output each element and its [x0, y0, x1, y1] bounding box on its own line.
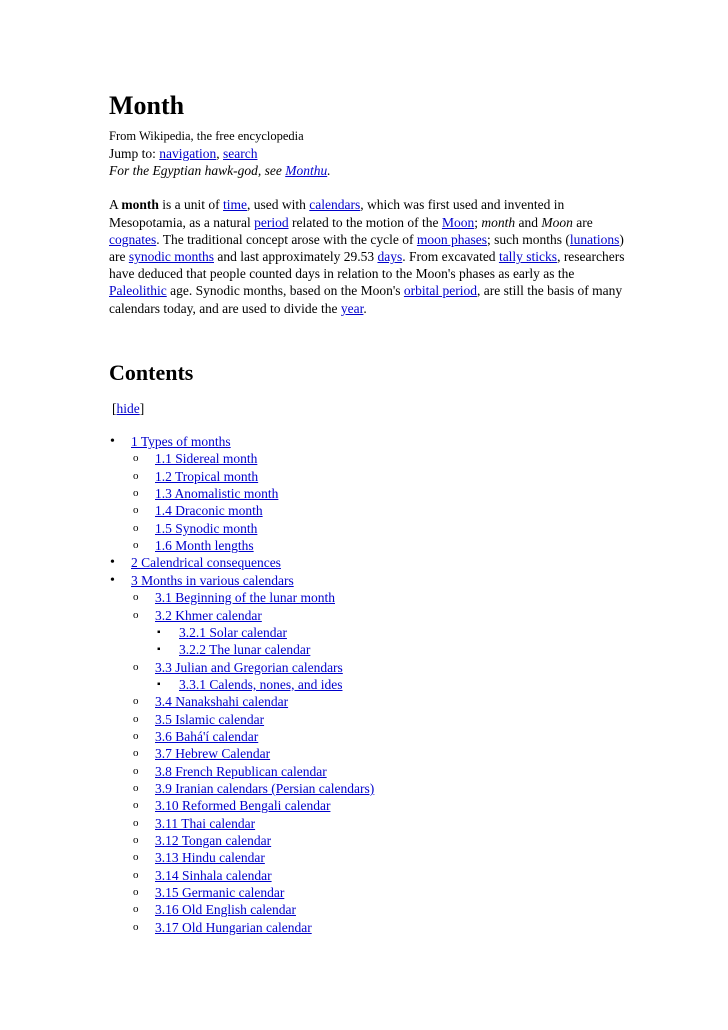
intro-text: , researchers have deduced that people counted days in relation to the Moon's phases as early as the	[109, 249, 625, 282]
intro-link[interactable]: Paleolithic	[109, 283, 167, 299]
intro-text: , which was first used and invented in Mesopotamia, as a natural	[109, 197, 565, 230]
toc-bullet-icon: •	[110, 572, 115, 588]
toc-link[interactable]: 3.7 Hebrew Calendar	[155, 746, 271, 762]
toc-link[interactable]: 3.14 Sinhala calendar	[155, 867, 272, 883]
intro-text: A	[109, 197, 122, 213]
jump-separator: ,	[216, 146, 224, 161]
toc-link[interactable]: 1.6 Month lengths	[155, 538, 254, 554]
toc-bullet-icon: •	[110, 555, 115, 571]
toc-bullet-icon: o	[133, 903, 139, 916]
toc-link[interactable]: 3.1 Beginning of the lunar month	[155, 590, 335, 606]
toc-link[interactable]: 3.10 Reformed Bengali calendar	[155, 798, 331, 814]
intro-link[interactable]: time	[223, 197, 248, 213]
intro-text: , are still the basis of many calendars today, and are used to divide the	[109, 283, 623, 316]
toc-link[interactable]: 3.4 Nanakshahi calendar	[155, 694, 289, 710]
intro-link[interactable]: tally sticks	[498, 249, 558, 265]
toc-link[interactable]: 3.2.2 The lunar calendar	[179, 642, 311, 658]
intro-link[interactable]: cognates	[109, 231, 157, 247]
intro-link[interactable]: orbital period	[403, 283, 478, 299]
toc-bullet-icon: o	[133, 504, 139, 517]
intro-text: . From excavated	[402, 249, 499, 265]
toc-link[interactable]: 3.3.1 Calends, nones, and ides	[179, 676, 343, 692]
intro-link[interactable]: synodic months	[128, 249, 214, 265]
intro-text: and last approximately 29.53	[214, 249, 378, 265]
toc-bullet-icon: •	[110, 434, 115, 449]
toc-bullet-icon: o	[133, 452, 139, 465]
toc-link[interactable]: 3.2 Khmer calendar	[155, 607, 262, 623]
toc-link[interactable]: 1 Types of months	[131, 434, 231, 449]
toc-link[interactable]: 3.6 Bahá'í calendar	[155, 728, 259, 744]
toc-link[interactable]: 3.5 Islamic calendar	[155, 711, 265, 727]
contents-title: Contents	[109, 360, 194, 385]
toc-bullet-icon: o	[133, 764, 139, 777]
hatnote-text: For the Egyptian hawk-god, see	[109, 163, 286, 179]
toc-toggle-close: ]	[139, 401, 145, 416]
toc-link[interactable]: 3.15 Germanic calendar	[155, 885, 285, 901]
intro-link[interactable]: Moon	[441, 214, 475, 230]
toc-bullet-icon: o	[133, 834, 139, 847]
hatnote-suffix: .	[327, 163, 331, 179]
toc-bullet-icon: o	[133, 695, 139, 708]
intro-bold-term: month	[121, 197, 159, 213]
toc-bullet-icon: o	[133, 591, 139, 604]
intro-link[interactable]: lunations	[569, 231, 620, 247]
intro-link[interactable]: calendars	[309, 197, 361, 213]
intro-text: is a unit of	[158, 197, 224, 213]
toc-bullet-icon: ▪	[157, 644, 161, 656]
intro-link[interactable]: moon phases	[416, 231, 488, 247]
toc-bullet-icon: o	[133, 868, 139, 881]
toc-link[interactable]: 3.17 Old Hungarian calendar	[155, 919, 312, 935]
intro-text: ;	[474, 214, 482, 230]
toc-link[interactable]: 3.8 French Republican calendar	[155, 763, 327, 779]
intro-text: . The traditional concept arose with the cycle of	[156, 231, 417, 247]
toc-link[interactable]: 1.5 Synodic month	[155, 520, 258, 536]
toc-bullet-icon: o	[133, 747, 139, 760]
toc-toggle	[112, 400, 144, 417]
toc-bullet-icon: ▪	[157, 626, 161, 638]
toc-link[interactable]: 3 Months in various calendars	[131, 572, 294, 588]
toc-link[interactable]: 3.3 Julian and Gregorian calendars	[155, 659, 343, 675]
intro-italic-term: month	[481, 214, 516, 230]
intro-paragraph	[109, 196, 629, 316]
toc-link[interactable]: 3.13 Hindu calendar	[155, 850, 265, 866]
intro-link[interactable]: days	[377, 249, 403, 265]
toc-bullet-icon: o	[133, 608, 139, 621]
toc-bullet-icon: o	[133, 487, 139, 500]
toc-bullet-icon: o	[133, 816, 139, 829]
hatnote	[109, 162, 629, 179]
toc-link[interactable]: 2 Calendrical consequences	[131, 555, 281, 571]
toc-link[interactable]: 3.2.1 Solar calendar	[179, 624, 287, 640]
toc-bullet-icon: o	[133, 729, 139, 742]
toc-link[interactable]: 1.1 Sidereal month	[155, 451, 258, 467]
toc-bullet-icon: o	[133, 799, 139, 812]
intro-link[interactable]: year	[340, 300, 364, 316]
intro-link[interactable]: period	[254, 214, 289, 230]
toc-link[interactable]: 1.3 Anomalistic month	[155, 486, 279, 502]
toc-link[interactable]: 3.9 Iranian calendars (Persian calendars)	[155, 781, 375, 796]
toc-link[interactable]: 3.11 Thai calendar	[155, 815, 256, 831]
toc-bullet-icon: o	[133, 521, 139, 534]
toc-bullet-icon: ▪	[157, 678, 161, 690]
intro-text: are	[572, 214, 593, 230]
toc-bullet-icon: o	[133, 712, 139, 725]
toc-bullet-icon: o	[133, 469, 139, 482]
toc-bullet-icon: o	[133, 539, 139, 552]
jump-prefix: Jump to:	[109, 146, 160, 161]
intro-text: age. Synodic months, based on the Moon's	[166, 283, 404, 299]
intro-text: related to the motion of the	[288, 214, 442, 230]
toc-bullet-icon: o	[133, 660, 139, 673]
toc-toggle-open: [	[112, 401, 117, 416]
toc-bullet-icon: o	[133, 851, 139, 864]
article	[109, 90, 629, 330]
intro-text: .	[363, 300, 367, 316]
intro-italic-term: Moon	[541, 214, 573, 230]
hatnote-link[interactable]: Monthu	[285, 163, 328, 179]
site-subtitle: From Wikipedia, the free encyclopedia	[109, 129, 304, 143]
intro-text: ; such months (	[487, 231, 570, 247]
toc-link[interactable]: 3.16 Old English calendar	[155, 902, 296, 918]
navigation-link[interactable]: navigation	[159, 146, 217, 161]
intro-text: ) are	[109, 231, 624, 265]
toc-bullet-icon: o	[133, 920, 139, 933]
toc-link[interactable]: 1.2 Tropical month	[155, 468, 259, 484]
intro-text: and	[515, 214, 542, 230]
search-link[interactable]: search	[223, 146, 258, 161]
toc-bullet-icon: o	[133, 782, 139, 794]
intro-text: , used with	[247, 197, 310, 213]
toc-link[interactable]: 3.12 Tongan calendar	[155, 833, 272, 849]
page-title: Month	[109, 91, 185, 120]
jump-links	[109, 145, 629, 162]
toc-hide-link[interactable]: hide	[116, 401, 140, 416]
toc-link[interactable]: 1.4 Draconic month	[155, 503, 263, 519]
toc-bullet-icon: o	[133, 886, 139, 899]
